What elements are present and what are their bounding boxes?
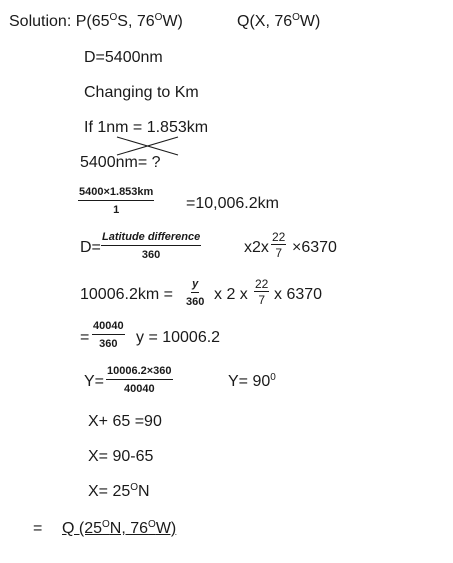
degree-superscript: O [292, 12, 300, 23]
degree-superscript: O [130, 482, 139, 493]
final-answer-text-1: Q (25 [62, 520, 103, 537]
final-answer-text-2: N, 76 [109, 520, 149, 537]
y-result [228, 374, 276, 390]
fraction-numerator: 10006.2×360 [106, 365, 173, 380]
x-subtraction: X= 90-65 [88, 448, 154, 465]
conversion-rate: If 1nm = 1.853km [84, 119, 209, 136]
x-equation: X+ 65 =90 [88, 413, 162, 430]
fraction-numerator: Latitude difference [101, 231, 201, 246]
fraction-denominator: 7 [275, 246, 283, 260]
y-equation: y = 10006.2 [136, 329, 221, 346]
y-result-text: Y= 90 [228, 373, 271, 390]
degree-superscript: 0 [270, 372, 276, 383]
formula-mid: x2x [244, 239, 269, 256]
fraction-km-calc [78, 186, 154, 216]
equation-mid: x 2 x [214, 286, 248, 303]
fraction-denominator: 360 [186, 296, 205, 308]
equation-tail: x 6370 [274, 286, 323, 303]
equation-lhs: 10006.2km = [80, 286, 173, 303]
x-result-text: X= 25 [88, 483, 131, 500]
fraction-y-360 [186, 278, 204, 308]
fraction-denominator: 360 [99, 338, 118, 350]
solution-text-2: S, 76 [117, 13, 155, 30]
fraction-denominator: 7 [258, 293, 266, 307]
fraction-22-7 [271, 230, 286, 260]
fraction-numerator: 22 [255, 277, 269, 291]
fraction-y-solve [106, 365, 173, 395]
x-result-n: N [138, 483, 150, 500]
km-result: =10,006.2km [186, 195, 279, 212]
degree-superscript: O [148, 519, 156, 530]
fraction-40040-360 [92, 320, 125, 350]
final-answer-text-3: W) [155, 520, 177, 537]
changing-to-km: Changing to Km [84, 84, 199, 101]
fraction-denominator: 1 [113, 204, 120, 216]
x-result [88, 484, 150, 500]
fraction-denominator: 360 [141, 249, 161, 261]
solution-text-1: Solution: P(65 [9, 13, 110, 30]
point-q-w: W) [299, 13, 321, 30]
degree-superscript: O [102, 519, 110, 530]
formula-lhs: D= [80, 239, 101, 256]
fraction-numerator: 22 [272, 230, 286, 244]
degree-superscript: O [109, 12, 118, 23]
solution-text-3: W) [162, 13, 183, 30]
fraction-numerator: 5400×1.853km [78, 186, 154, 201]
formula-tail: ×6370 [292, 239, 337, 256]
degree-superscript: O [154, 12, 163, 23]
distance-nm: D=5400nm [84, 49, 163, 66]
fraction-latitude [101, 231, 201, 261]
final-answer [62, 521, 176, 537]
fraction-numerator: y [191, 278, 199, 293]
fraction-22-7 [254, 277, 269, 307]
y-lhs: Y= [84, 373, 105, 390]
question-line: 5400nm= ? [80, 154, 161, 171]
final-equals: = [33, 520, 43, 537]
point-q-text: Q(X, 76 [237, 13, 293, 30]
fraction-numerator: 40040 [92, 320, 125, 335]
equals-sign: = [80, 329, 90, 346]
fraction-denominator: 40040 [123, 383, 155, 395]
